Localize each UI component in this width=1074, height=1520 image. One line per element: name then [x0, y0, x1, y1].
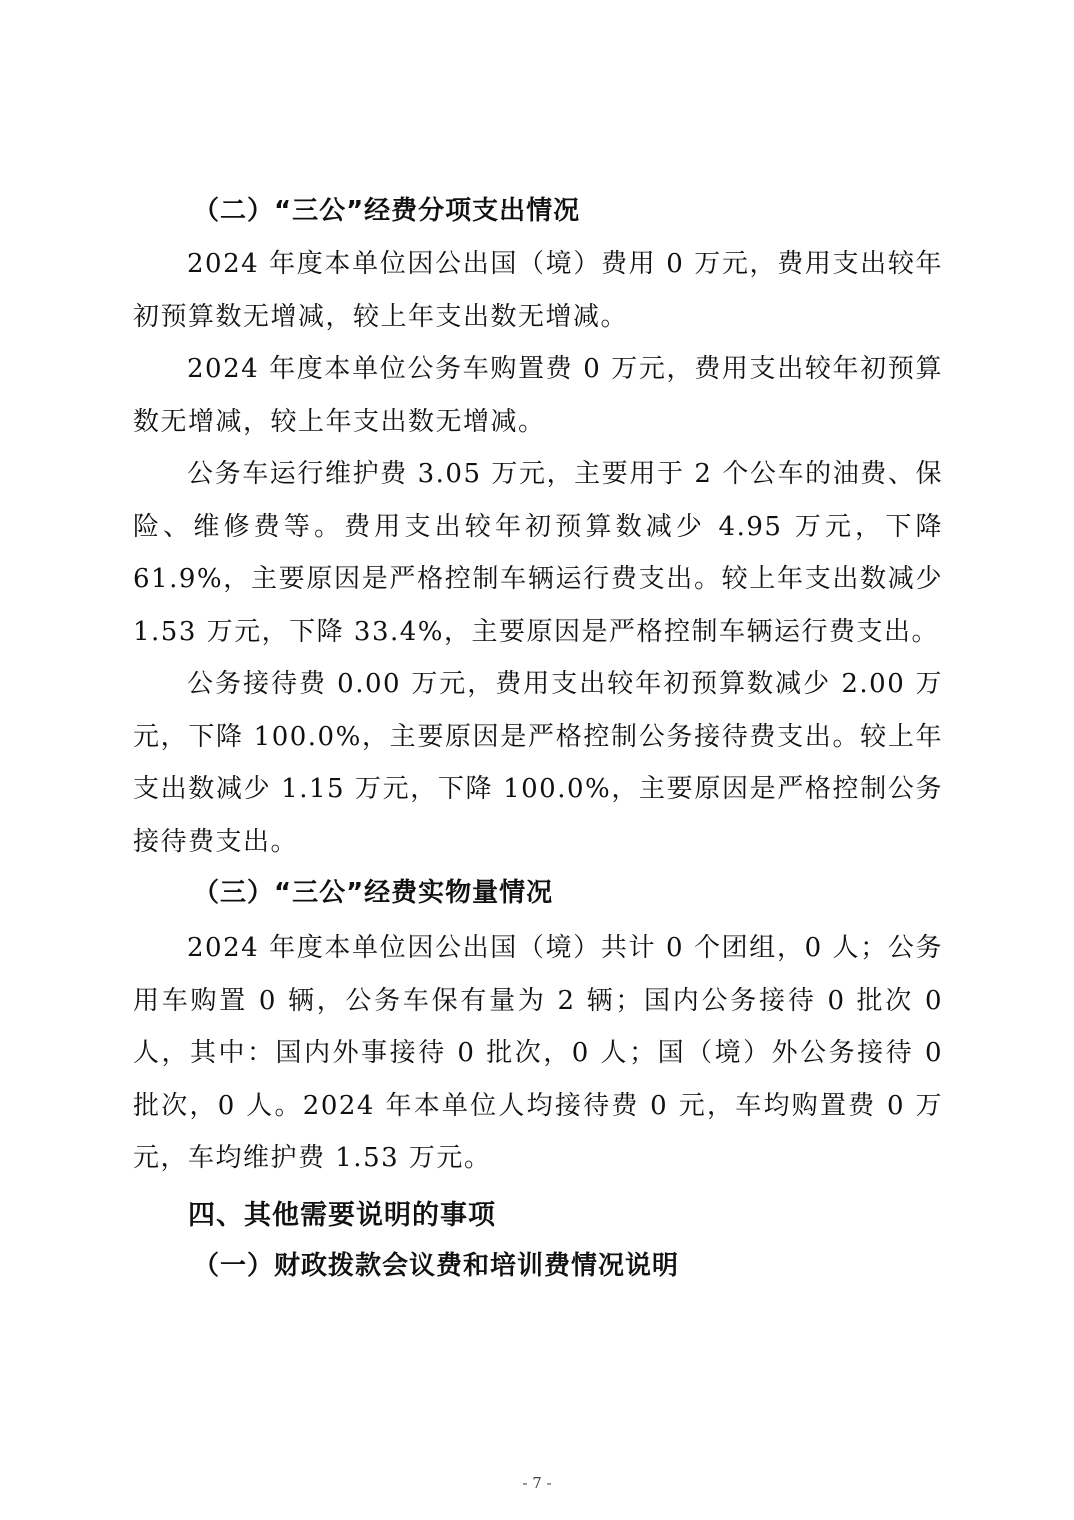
paragraph-vehicle-maintenance-cost: 公务车运行维护费 3.05 万元，主要用于 2 个公车的油费、保险、维修费等。费用支出较年初预算数减少 4.95 万元，下降 61.9%，主要原因是严格控制车辆运行费支出。较上年支出数减少 1.53 万元，下降 33.4%，主要原因是严格控制车辆运行费支出。 — [133, 459, 943, 647]
paragraph-vehicle-purchase-cost: 2024 年度本单位公务车购置费 0 万元，费用支出较年初预算数无增减，较上年支出数无增减。 — [133, 354, 943, 437]
paragraph-overseas-travel-cost: 2024 年度本单位因公出国（境）费用 0 万元，费用支出较年初预算数无增减，较上年支出数无增减。 — [133, 249, 943, 332]
section-heading-expenditure-items: （二）“三公”经费分项支出情况 — [193, 196, 581, 226]
part-heading-other-matters: 四、其他需要说明的事项 — [188, 1199, 496, 1231]
page-number: - 7 - — [522, 1474, 552, 1492]
section-heading-meeting-training-fees: （一）财政拨款会议费和培训费情况说明 — [193, 1250, 680, 1281]
section-heading-physical-quantity: （三）“三公”经费实物量情况 — [193, 878, 554, 908]
page-content — [133, 186, 943, 1291]
paragraph-physical-quantity: 2024 年度本单位因公出国（境）共计 0 个团组，0 人；公务用车购置 0 辆，公务车保有量为 2 辆；国内公务接待 0 批次 0 人，其中：国内外事接待 0 批次，0 人；国（境）外公务接待 0 批次，0 人。2024 年本单位人均接待费 0 元，车均购置费 0 万元，车均维护费 1.53 万元。 — [133, 933, 943, 1173]
paragraph-reception-cost: 公务接待费 0.00 万元，费用支出较年初预算数减少 2.00 万元，下降 100.0%，主要原因是严格控制公务接待费支出。较上年支出数减少 1.15 万元，下降 100.0%，主要原因是严格控制公务接待费支出。 — [133, 669, 943, 857]
